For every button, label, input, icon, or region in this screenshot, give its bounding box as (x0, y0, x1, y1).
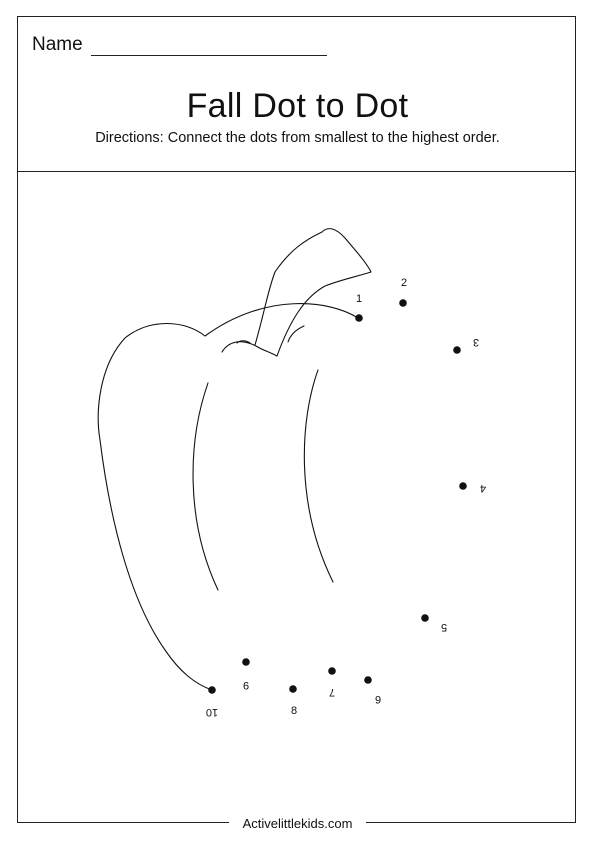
dot-6[interactable] (364, 676, 372, 684)
worksheet-title: Fall Dot to Dot (186, 87, 409, 125)
pepper-collar (222, 342, 277, 356)
dot-10[interactable] (208, 686, 216, 694)
dot-5[interactable] (421, 614, 429, 622)
dot-label-5: 5 (440, 621, 448, 634)
dot-8[interactable] (289, 685, 297, 693)
dot-4[interactable] (459, 482, 467, 490)
dot-label-2: 2 (400, 276, 408, 289)
dot-label-1: 1 (355, 292, 363, 305)
pepper-stem (255, 229, 371, 356)
directions-text: Directions: Connect the dots from smallest to the highest order. (95, 130, 500, 146)
pepper-stem-tuck (288, 326, 304, 342)
dot-label-7: 7 (328, 686, 336, 699)
pepper-rib-right (304, 370, 333, 582)
dot-7[interactable] (328, 667, 336, 675)
name-label: Name (32, 34, 83, 55)
dot-label-4: 4 (479, 482, 487, 495)
dot-label-3: 3 (472, 336, 480, 349)
dot-9[interactable] (242, 658, 250, 666)
dot-label-8: 8 (290, 704, 298, 717)
dot-2[interactable] (399, 299, 407, 307)
footer (0, 815, 595, 833)
dot-label-6: 6 (374, 693, 382, 706)
pepper-outline (98, 304, 358, 690)
dot-3[interactable] (453, 346, 461, 354)
dot-label-9: 9 (242, 679, 250, 692)
dot-1[interactable] (355, 314, 363, 322)
footer-site: Activelittlekids.com (229, 816, 367, 832)
dot-label-10: 10 (205, 706, 219, 719)
pepper-rib-left (193, 383, 218, 590)
